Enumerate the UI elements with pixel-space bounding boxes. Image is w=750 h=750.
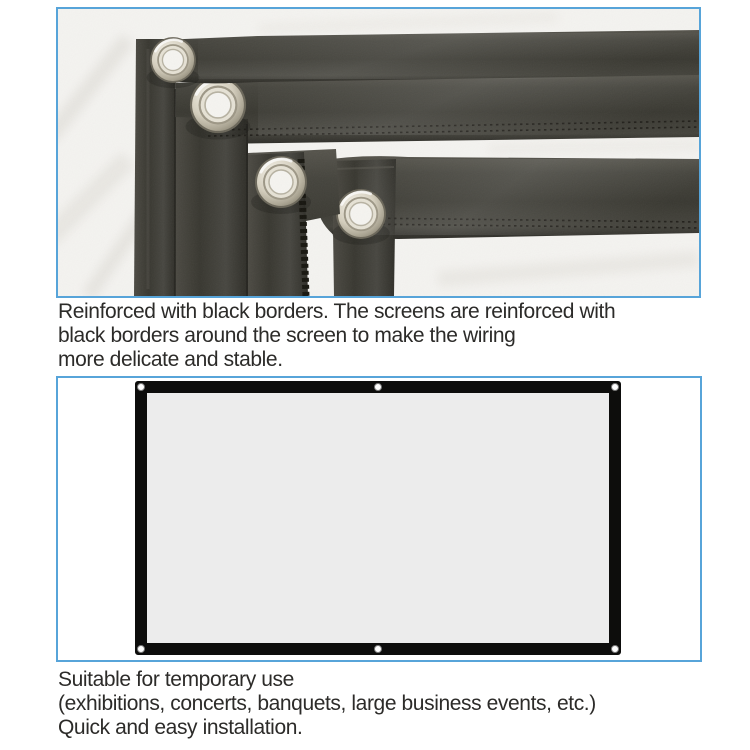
- grommet-hole-top-center: [374, 383, 382, 391]
- caption-line: Reinforced with black borders. The screens are reinforced with: [58, 300, 616, 323]
- product-photo-grommet-closeup: [56, 7, 701, 298]
- grommet-hole-bottom-center: [374, 645, 382, 653]
- grommet-photo-illustration: [58, 9, 699, 296]
- caption-suitable-use: [58, 668, 596, 740]
- photo-grain-overlay: [58, 9, 699, 296]
- grommet-hole-top-left: [137, 383, 145, 391]
- grommet-hole-top-right: [611, 383, 619, 391]
- caption-line: (exhibitions, concerts, banquets, large business events, etc.): [58, 692, 596, 715]
- caption-line: more delicate and stable.: [58, 348, 283, 371]
- caption-line: Quick and easy installation.: [58, 716, 303, 739]
- caption-reinforced-borders: [58, 300, 615, 372]
- grommet-hole-bottom-right: [611, 645, 619, 653]
- grommet-hole-bottom-left: [137, 645, 145, 653]
- caption-line: Suitable for temporary use: [58, 668, 294, 691]
- screen-frame: [135, 381, 621, 655]
- product-photo-screen-front: [56, 376, 702, 662]
- caption-line: black borders around the screen to make the wiring: [58, 324, 516, 347]
